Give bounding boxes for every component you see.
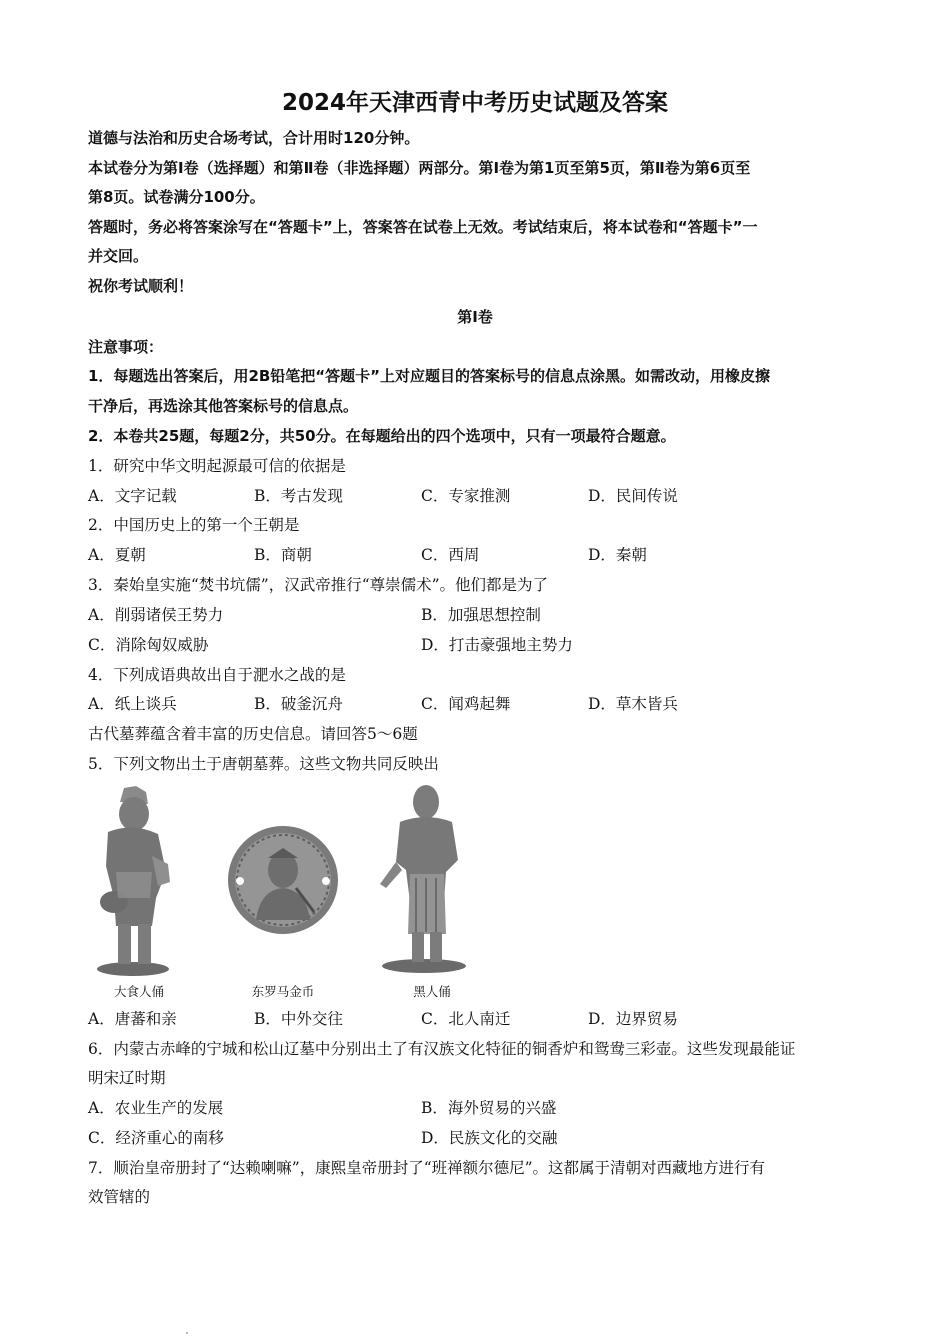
intro-line-5: 并交回。 <box>88 247 149 265</box>
intro-line-2: 本试卷分为第Ⅰ卷（选择题）和第Ⅱ卷（非选择题）两部分。第Ⅰ卷为第1页至第5页，第Ⅱ卷为第6页至 <box>88 159 751 177</box>
byzantine-gold-coin-image <box>226 824 340 936</box>
question-3-stem: 3．秦始皇实施“焚书坑儒”，汉武帝推行“尊崇儒术”。他们都是为了 <box>88 576 549 594</box>
question-4-option-c: C．闻鸡起舞 <box>421 695 511 713</box>
question-4-option-d: D．草木皆兵 <box>588 695 678 713</box>
question-6-stem-1: 6．内蒙古赤峰的宁城和松山辽墓中分别出土了有汉族文化特征的铜香炉和鸳鸯三彩壶。这些发现最能证 <box>88 1040 796 1058</box>
question-2-option-a: A．夏朝 <box>88 546 146 564</box>
question-4-option-b: B．破釜沉舟 <box>254 695 343 713</box>
question-2-stem: 2．中国历史上的第一个王朝是 <box>88 516 300 534</box>
question-4-stem: 4．下列成语典故出自于淝水之战的是 <box>88 666 346 684</box>
note-1a: 1．每题选出答案后，用2B铅笔把“答题卡”上对应题目的答案标号的信息点涂黑。如需改动，用橡皮擦 <box>88 367 771 385</box>
question-5-option-d: D．边界贸易 <box>588 1010 678 1028</box>
question-2-option-d: D．秦朝 <box>588 546 647 564</box>
question-1-option-b: B．考古发现 <box>254 487 343 505</box>
dashi-figurine-image <box>86 786 186 978</box>
question-5-option-a: A．唐蕃和亲 <box>88 1010 177 1028</box>
page-speck <box>186 1332 188 1334</box>
note-2: 2．本卷共25题，每题2分，共50分。在每题给出的四个选项中，只有一项最符合题意。 <box>88 427 676 445</box>
caption-byzantine-coin: 东罗马金币 <box>251 984 315 999</box>
question-7-stem-1: 7．顺治皇帝册封了“达赖喇嘛”，康熙皇帝册封了“班禅额尔德尼”。这都属于清朝对西藏地方进行有 <box>88 1159 766 1177</box>
question-6-option-a: A．农业生产的发展 <box>88 1099 224 1117</box>
caption-dashi-figurine: 大食人俑 <box>113 984 164 999</box>
intro-line-1: 道德与法治和历史合场考试，合计用时120分钟。 <box>88 129 420 147</box>
question-7-stem-2: 效管辖的 <box>88 1188 151 1206</box>
african-figurine-image <box>376 782 470 974</box>
question-6-stem-2: 明宋辽时期 <box>88 1069 166 1087</box>
question-1-option-a: A．文字记载 <box>88 487 177 505</box>
page-title: 2024年天津西青中考历史试题及答案 <box>281 90 668 116</box>
question-3-option-a: A．削弱诸侯王势力 <box>88 606 224 624</box>
note-1b: 干净后，再选涂其他答案标号的信息点。 <box>88 397 359 415</box>
caption-african-figurine: 黑人俑 <box>413 984 451 999</box>
question-5-option-c: C．北人南迁 <box>421 1010 511 1028</box>
question-6-option-d: D．民族文化的交融 <box>421 1129 558 1147</box>
question-1-stem: 1．研究中华文明起源最可信的依据是 <box>88 457 346 475</box>
question-6-option-c: C．经济重心的南移 <box>88 1129 224 1147</box>
question-1-option-d: D．民间传说 <box>588 487 678 505</box>
intro-line-6: 祝你考试顺利！ <box>88 277 194 295</box>
intro-line-3: 第8页。试卷满分100分。 <box>88 188 265 206</box>
question-4-option-a: A．纸上谈兵 <box>88 695 177 713</box>
question-2-option-c: C．西周 <box>421 546 480 564</box>
question-1-option-c: C．专家推测 <box>421 487 511 505</box>
question-6-option-b: B．海外贸易的兴盛 <box>421 1099 557 1117</box>
question-5-option-b: B．中外交往 <box>254 1010 343 1028</box>
lead-5-6: 古代墓葬蕴含着丰富的历史信息。请回答5～6题 <box>88 725 418 743</box>
section-title: 第Ⅰ卷 <box>457 308 493 326</box>
question-3-option-d: D．打击豪强地主势力 <box>421 636 573 654</box>
intro-line-4: 答题时，务必将答案涂写在“答题卡”上，答案答在试卷上无效。考试结束后，将本试卷和“答题卡”一 <box>88 218 758 236</box>
question-3-option-b: B．加强思想控制 <box>421 606 541 624</box>
question-2-option-b: B．商朝 <box>254 546 312 564</box>
question-3-option-c: C．消除匈奴威胁 <box>88 636 209 654</box>
notes-heading: 注意事项： <box>88 338 164 356</box>
question-5-stem: 5．下列文物出土于唐朝墓葬。这些文物共同反映出 <box>88 755 439 773</box>
